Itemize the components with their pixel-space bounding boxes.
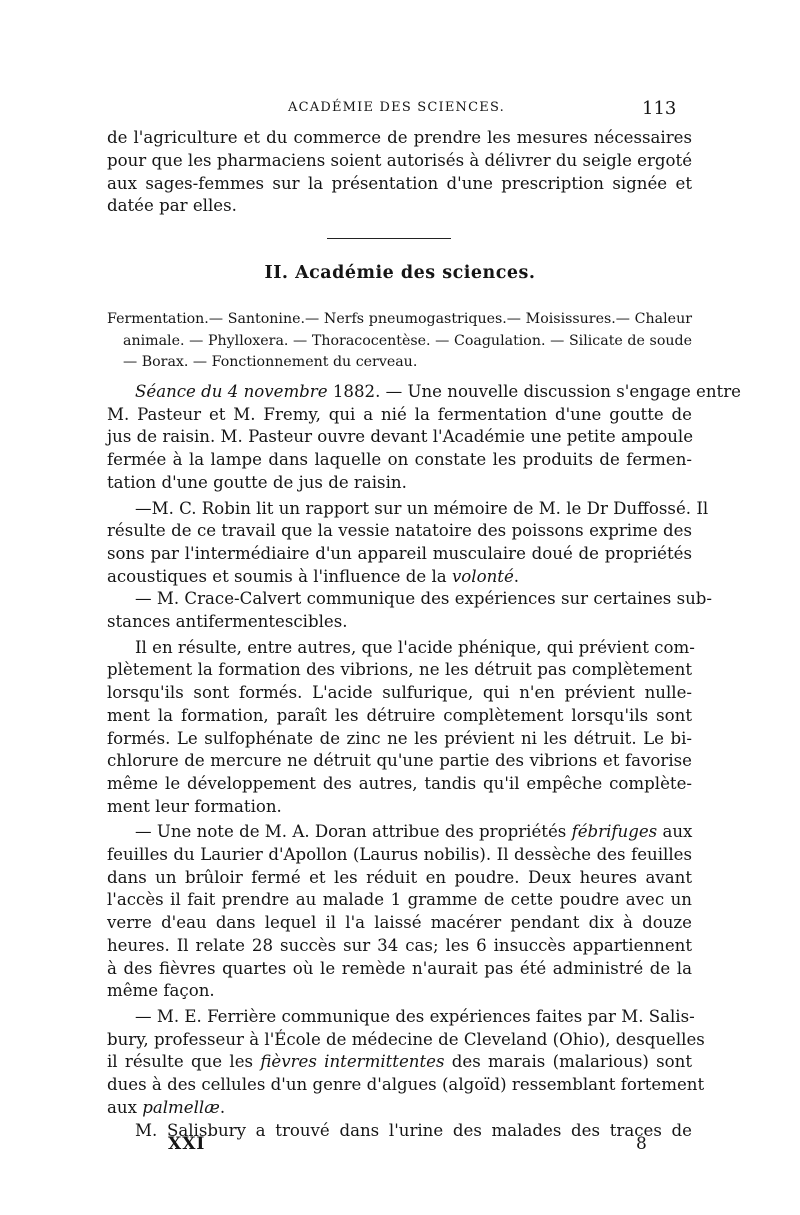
text-line: Séance du 4 novembre 1882. — Une nouvelle discussion s'engage entre: [135, 382, 741, 401]
text-line: dues à des cellules d'un genre d'algues (algoïd) ressemblant fortement: [107, 1075, 705, 1095]
signature-mark: XXI: [168, 1134, 206, 1154]
text-line: chlorure de mercure ne détruit qu'une partie des vibrions et favorise: [107, 751, 692, 771]
text-line: lorsqu'ils sont formés. L'acide sulfurique, qui n'en prévient nulle-: [107, 683, 692, 703]
text-line: ment leur formation.: [107, 796, 282, 816]
text-line: même le développement des autres, tandis qu'il empêche complète-: [107, 773, 692, 793]
text-line: fermée à la lampe dans laquelle on constate les produits de fermen-: [107, 450, 692, 470]
session-date: Séance du 4 novembre: [135, 382, 328, 401]
body-text: [107, 381, 741, 1142]
text-line: jus de raisin. M. Pasteur ouvre devant l'Académie une petite ampoule: [107, 427, 694, 447]
text-line: dans un brûloir fermé et les réduit en poudre. Deux heures avant: [107, 867, 692, 887]
running-title: ACADÉMIE DES SCIENCES.: [288, 100, 505, 115]
text-line: même façon.: [107, 981, 215, 1001]
text-line: feuilles du Laurier d'Apollon (Laurus nobilis). Il dessèche des feuilles: [107, 845, 692, 865]
text-line: bury, professeur à l'École de médecine de Cleveland (Ohio), desquelles: [107, 1029, 705, 1049]
text-line: sons par l'intermédiaire d'un appareil musculaire doué de propriétés: [107, 543, 692, 563]
text-line: à des fièvres quartes où le remède n'aurait pas été administré de la: [107, 958, 692, 978]
summary-line: — Borax. — Fonctionnement du cerveau.: [123, 354, 418, 370]
text-line: M. Pasteur et M. Fremy, qui a nié la fermentation d'une goutte de: [107, 404, 692, 424]
text-line: aux sages-femmes sur la présentation d'une prescription signée et: [107, 173, 692, 193]
text-line: de l'agriculture et du commerce de prendre les mesures nécessaires: [107, 128, 692, 147]
page-number: 113: [642, 98, 677, 119]
text-line: aux palmellæ.: [107, 1097, 226, 1117]
text-line: Il en résulte, entre autres, que l'acide phénique, qui prévient com-: [135, 637, 695, 657]
text-line: M. Salisbury a trouvé dans l'urine des malades des traces de: [135, 1120, 692, 1140]
text-line: l'accès il fait prendre au malade 1 gramme de cette poudre avec un: [107, 890, 692, 910]
summary-line: Fermentation.— Santonine.— Nerfs pneumogastriques.— Moisissures.— Chaleur: [107, 311, 692, 327]
page-footer: [0, 1134, 800, 1158]
section-title: II. Académie des sciences.: [264, 263, 536, 283]
text-line: acoustiques et soumis à l'influence de la volonté.: [107, 566, 520, 586]
text-line: heures. Il relate 28 succès sur 34 cas; les 6 insuccès appartiennent: [107, 935, 692, 955]
text-line: pour que les pharmaciens soient autorisés à délivrer du seigle ergoté: [107, 150, 693, 170]
section-summary: [107, 309, 692, 374]
text-line: il résulte que les fièvres intermittentes des marais (malarious) sont: [107, 1052, 692, 1072]
text-line: — Une note de M. A. Doran attribue des propriétés fébrifuges aux: [135, 822, 693, 842]
text-line: résulte de ce travail que la vessie natatoire des poissons exprime des: [107, 521, 692, 541]
running-head: [0, 98, 800, 122]
text-line: — M. E. Ferrière communique des expériences faites par M. Salis-: [135, 1006, 695, 1026]
text-line: tation d'une goutte de jus de raisin.: [107, 472, 407, 492]
text-line: stances antifermentescibles.: [107, 612, 348, 632]
text-line: — M. Crace-Calvert communique des expériences sur certaines sub-: [135, 589, 713, 609]
text-line: verre d'eau dans lequel il l'a laissé macérer pendant dix à douze: [107, 913, 692, 933]
summary-line: animale. — Phylloxera. — Thoracocentèse. — Coagulation. — Silicate de soude: [123, 332, 692, 349]
text-line: datée par elles.: [107, 196, 237, 216]
text-line: formés. Le sulfophénate de zinc ne les prévient ni les détruit. Le bi-: [107, 728, 692, 748]
opening-paragraph: [107, 127, 692, 218]
text-line: —M. C. Robin lit un rapport sur un mémoire de M. le Dr Duffossé. Il: [135, 498, 709, 518]
text-line: ment la formation, paraît les détruire complètement lorsqu'ils sont: [107, 705, 692, 725]
signature-number: 8: [636, 1134, 647, 1154]
section-divider: [327, 238, 451, 239]
text-line: plètement la formation des vibrions, ne les détruit pas complètement: [107, 660, 692, 680]
